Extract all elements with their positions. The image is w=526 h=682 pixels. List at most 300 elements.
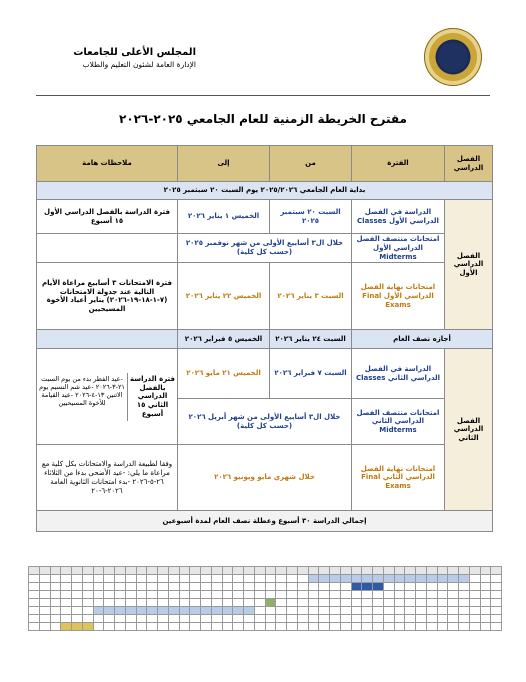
timeline-week-header xyxy=(29,567,40,575)
s1-classes-note: فترة الدراسة بالفصل الدراسي الأول ١٥ أسبوع xyxy=(37,200,178,234)
timeline-cell xyxy=(190,607,201,615)
timeline-week-header xyxy=(394,567,405,575)
timeline-cell xyxy=(330,607,341,615)
timeline-cell xyxy=(29,591,40,599)
timeline-cell xyxy=(147,599,158,607)
timeline-cell xyxy=(158,583,169,591)
timeline-cell xyxy=(93,583,104,591)
timeline-cell xyxy=(61,607,72,615)
timeline-cell xyxy=(480,623,491,631)
s1-finals-period: امتحانات نهاية الفصل الدراسي الأول Final Exams xyxy=(352,263,445,330)
s2-finals-period: امتحانات نهاية الفصل الدراسي الثاني Final Exams xyxy=(352,445,445,511)
timeline-cell xyxy=(340,607,351,615)
timeline-cell xyxy=(147,623,158,631)
timeline-cell xyxy=(254,583,265,591)
timeline-cell xyxy=(297,599,308,607)
timeline-cell xyxy=(93,599,104,607)
timeline-cell xyxy=(459,599,470,607)
timeline-cell xyxy=(491,599,502,607)
timeline-cell xyxy=(373,583,384,591)
timeline-cell xyxy=(29,623,40,631)
timeline-cell xyxy=(61,623,72,631)
timeline-cell xyxy=(168,599,179,607)
timeline-cell xyxy=(201,615,212,623)
timeline-week-header xyxy=(340,567,351,575)
timeline-cell xyxy=(276,583,287,591)
timeline-cell xyxy=(448,591,459,599)
timeline-cell xyxy=(136,599,147,607)
timeline-cell xyxy=(115,599,126,607)
timeline-cell xyxy=(491,615,502,623)
timeline-cell xyxy=(222,607,233,615)
timeline-cell xyxy=(50,583,61,591)
timeline-cell xyxy=(179,599,190,607)
timeline-week-header xyxy=(459,567,470,575)
timeline-cell xyxy=(168,591,179,599)
timeline-cell xyxy=(351,599,362,607)
timeline-cell xyxy=(276,591,287,599)
timeline-week-header xyxy=(308,567,319,575)
timeline-cell xyxy=(330,591,341,599)
timeline-week-header xyxy=(469,567,480,575)
timeline-cell xyxy=(469,607,480,615)
s1-finals-from: السبت ٣ يناير ٢٠٢٦ xyxy=(270,263,352,330)
timeline-cell xyxy=(39,623,50,631)
academic-calendar-table xyxy=(36,145,493,532)
timeline-cell xyxy=(265,599,276,607)
timeline-cell xyxy=(297,583,308,591)
timeline-cell xyxy=(330,599,341,607)
timeline-cell xyxy=(29,615,40,623)
timeline-week-header xyxy=(383,567,394,575)
timeline-week-header xyxy=(276,567,287,575)
timeline-cell xyxy=(233,583,244,591)
timeline-cell xyxy=(319,591,330,599)
timeline-cell xyxy=(244,615,255,623)
document-title: مقترح الخريطة الزمنية للعام الجامعي ٢٠٢٥-٢٠٢٦ xyxy=(119,112,407,126)
timeline-week-header xyxy=(319,567,330,575)
timeline-cell xyxy=(373,623,384,631)
timeline-cell xyxy=(297,615,308,623)
s2-finals-range: خلال شهري مايو ويونيو ٢٠٢٦ xyxy=(178,445,352,511)
timeline-cell xyxy=(480,607,491,615)
timeline-cell xyxy=(29,575,40,583)
timeline-cell xyxy=(72,575,83,583)
timeline-cell xyxy=(383,607,394,615)
timeline-cell xyxy=(82,599,93,607)
timeline-cell xyxy=(469,591,480,599)
timeline-week-header xyxy=(330,567,341,575)
timeline-cell xyxy=(39,615,50,623)
timeline-cell xyxy=(39,599,50,607)
timeline-week-header xyxy=(61,567,72,575)
header-semester: الفصل الدراسي xyxy=(445,146,493,182)
timeline-cell xyxy=(308,575,319,583)
timeline-cell xyxy=(104,599,115,607)
timeline-cell xyxy=(201,583,212,591)
timeline-cell xyxy=(319,599,330,607)
timeline-cell xyxy=(179,583,190,591)
timeline-cell xyxy=(244,599,255,607)
timeline-cell xyxy=(50,607,61,615)
timeline-cell xyxy=(222,623,233,631)
s1-midterms-range: خلال ال٣ أسابيع الأولى من شهر نوفمبر ٢٠٢٥ (حسب كل كلية) xyxy=(178,234,352,263)
timeline-cell xyxy=(125,591,136,599)
timeline-cell xyxy=(61,591,72,599)
timeline-cell xyxy=(233,615,244,623)
timeline-cell xyxy=(405,607,416,615)
timeline-cell xyxy=(287,591,298,599)
timeline-row xyxy=(29,575,502,583)
timeline-cell xyxy=(265,583,276,591)
timeline-cell xyxy=(233,575,244,583)
timeline-week-header xyxy=(104,567,115,575)
timeline-cell xyxy=(469,615,480,623)
timeline-cell xyxy=(244,583,255,591)
timeline-cell xyxy=(340,575,351,583)
timeline-cell xyxy=(362,599,373,607)
timeline-week-header xyxy=(405,567,416,575)
timeline-cell xyxy=(115,607,126,615)
timeline-row xyxy=(29,623,502,631)
timeline-cell xyxy=(50,623,61,631)
timeline-week-header xyxy=(351,567,362,575)
timeline-cell xyxy=(115,583,126,591)
timeline-cell xyxy=(276,607,287,615)
timeline-cell xyxy=(93,623,104,631)
timeline-week-header xyxy=(437,567,448,575)
s1-classes-from: السبت ٢٠ سبتمبر ٢٠٢٥ xyxy=(270,200,352,234)
timeline-cell xyxy=(297,607,308,615)
timeline-cell xyxy=(491,583,502,591)
timeline-cell xyxy=(104,591,115,599)
timeline-cell xyxy=(340,623,351,631)
timeline-cell xyxy=(308,591,319,599)
timeline-cell xyxy=(72,615,83,623)
timeline-row xyxy=(29,583,502,591)
timeline-cell xyxy=(362,591,373,599)
timeline-cell xyxy=(437,591,448,599)
timeline-cell xyxy=(211,623,222,631)
timeline-cell xyxy=(276,623,287,631)
timeline-cell xyxy=(104,575,115,583)
timeline-cell xyxy=(394,583,405,591)
timeline-week-header xyxy=(211,567,222,575)
timeline-cell xyxy=(319,607,330,615)
timeline-cell xyxy=(276,575,287,583)
timeline-cell xyxy=(233,607,244,615)
timeline-cell xyxy=(373,575,384,583)
timeline-cell xyxy=(147,575,158,583)
timeline-cell xyxy=(340,599,351,607)
timeline-cell xyxy=(394,607,405,615)
timeline-cell xyxy=(244,607,255,615)
timeline-cell xyxy=(297,623,308,631)
timeline-cell xyxy=(340,615,351,623)
timeline-cell xyxy=(136,583,147,591)
timeline-cell xyxy=(340,583,351,591)
timeline-cell xyxy=(373,615,384,623)
timeline-cell xyxy=(233,623,244,631)
timeline-cell xyxy=(330,623,341,631)
timeline-cell xyxy=(265,615,276,623)
timeline-week-header xyxy=(201,567,212,575)
timeline-cell xyxy=(125,615,136,623)
timeline-week-header xyxy=(72,567,83,575)
timeline-cell xyxy=(61,583,72,591)
timeline-week-header xyxy=(50,567,61,575)
year-start-banner: بداية العام الجامعي ٢٠٢٥/٢٠٢٦ يوم السبت ٢٠ سبتمبر ٢٠٢٥ xyxy=(37,182,493,200)
timeline-week-header xyxy=(426,567,437,575)
timeline-cell xyxy=(93,591,104,599)
header-from: من xyxy=(270,146,352,182)
header-to: إلى xyxy=(178,146,270,182)
s2-classes-period: الدراسة في الفصل الدراسي الثاني Classes xyxy=(352,349,445,399)
timeline-cell xyxy=(158,615,169,623)
timeline-cell xyxy=(201,575,212,583)
timeline-cell xyxy=(29,599,40,607)
timeline-cell xyxy=(383,583,394,591)
timeline-cell xyxy=(351,607,362,615)
timeline-cell xyxy=(61,575,72,583)
timeline-cell xyxy=(416,583,427,591)
timeline-cell xyxy=(437,607,448,615)
timeline-cell xyxy=(394,623,405,631)
timeline-cell xyxy=(480,575,491,583)
timeline-cell xyxy=(168,575,179,583)
timeline-cell xyxy=(222,591,233,599)
timeline-cell xyxy=(287,583,298,591)
timeline-week-header xyxy=(297,567,308,575)
header-notes: ملاحظات هامة xyxy=(37,146,178,182)
timeline-row xyxy=(29,615,502,623)
timeline-cell xyxy=(147,591,158,599)
s2-finals-note: وفقا لطبيعة الدراسة والامتحانات بكل كلية مع مراعاة ما يلي: -عيد الأضحى بدءا من الثلاثاء ٢٦-٥-٢٠٢٦ -بدء امتحانات الثانوية العامة ٢٠٢٦-٦-٢٠ xyxy=(37,445,178,511)
timeline-cell xyxy=(104,607,115,615)
timeline-cell xyxy=(190,575,201,583)
timeline-cell xyxy=(168,607,179,615)
timeline-cell xyxy=(319,615,330,623)
timeline-cell xyxy=(351,583,362,591)
timeline-cell xyxy=(125,623,136,631)
timeline-row xyxy=(29,591,502,599)
timeline-grid xyxy=(28,566,502,631)
timeline-cell xyxy=(480,583,491,591)
timeline-cell xyxy=(405,623,416,631)
timeline-week-header xyxy=(448,567,459,575)
timeline-cell xyxy=(115,623,126,631)
timeline-cell xyxy=(491,623,502,631)
timeline-week-header xyxy=(287,567,298,575)
timeline-week-header xyxy=(190,567,201,575)
timeline-cell xyxy=(491,575,502,583)
timeline-week-header xyxy=(115,567,126,575)
timeline-cell xyxy=(480,615,491,623)
timeline-week-header xyxy=(244,567,255,575)
timeline-cell xyxy=(222,575,233,583)
timeline-cell xyxy=(254,615,265,623)
timeline-cell xyxy=(319,575,330,583)
timeline-cell xyxy=(158,591,169,599)
timeline-cell xyxy=(50,591,61,599)
timeline-week-header xyxy=(125,567,136,575)
council-name: المجلس الأعلى للجامعات xyxy=(73,47,196,58)
timeline-cell xyxy=(50,575,61,583)
timeline-cell xyxy=(480,591,491,599)
total-summary: إجمالي الدراسة ٣٠ أسبوع وعطلة نصف العام لمدة أسبوعين xyxy=(37,511,493,532)
timeline-cell xyxy=(158,623,169,631)
timeline-week-header xyxy=(179,567,190,575)
timeline-cell xyxy=(201,591,212,599)
timeline-cell xyxy=(351,591,362,599)
timeline-cell xyxy=(330,615,341,623)
timeline-cell xyxy=(308,623,319,631)
timeline-row xyxy=(29,607,502,615)
timeline-cell xyxy=(201,623,212,631)
timeline-cell xyxy=(459,575,470,583)
timeline-cell xyxy=(190,591,201,599)
timeline-cell xyxy=(136,623,147,631)
timeline-cell xyxy=(179,607,190,615)
timeline-cell xyxy=(254,623,265,631)
timeline-cell xyxy=(265,575,276,583)
timeline-cell xyxy=(287,575,298,583)
timeline-cell xyxy=(147,607,158,615)
timeline-week-header xyxy=(93,567,104,575)
timeline-cell xyxy=(416,623,427,631)
timeline-cell xyxy=(265,591,276,599)
timeline-cell xyxy=(330,583,341,591)
timeline-cell xyxy=(448,583,459,591)
timeline-cell xyxy=(244,575,255,583)
timeline-cell xyxy=(190,599,201,607)
timeline-week-header xyxy=(480,567,491,575)
timeline-cell xyxy=(115,575,126,583)
timeline-cell xyxy=(416,591,427,599)
timeline-cell xyxy=(394,615,405,623)
timeline-week-header xyxy=(362,567,373,575)
timeline-week-header xyxy=(39,567,50,575)
timeline-cell xyxy=(61,599,72,607)
midyear-to: الخميس ٥ فبراير ٢٠٢٦ xyxy=(178,330,270,349)
header-divider xyxy=(36,95,490,96)
timeline-cell xyxy=(244,591,255,599)
timeline-cell xyxy=(469,575,480,583)
s1-classes-to: الخميس ١ يناير ٢٠٢٦ xyxy=(178,200,270,234)
timeline-week-header xyxy=(222,567,233,575)
timeline-cell xyxy=(82,575,93,583)
timeline-cell xyxy=(426,583,437,591)
timeline-cell xyxy=(308,607,319,615)
timeline-cell xyxy=(168,623,179,631)
timeline-cell xyxy=(254,591,265,599)
timeline-cell xyxy=(104,615,115,623)
midyear-break-label: أجازه نصف العام xyxy=(352,330,493,349)
timeline-cell xyxy=(72,623,83,631)
timeline-cell xyxy=(82,623,93,631)
timeline-cell xyxy=(383,575,394,583)
timeline-cell xyxy=(265,607,276,615)
semester2-label: الفصل الدراسي الثاني xyxy=(445,349,493,511)
timeline-cell xyxy=(125,607,136,615)
university-council-logo xyxy=(424,28,482,86)
timeline-cell xyxy=(426,599,437,607)
timeline-cell xyxy=(179,623,190,631)
timeline-cell xyxy=(437,615,448,623)
s1-finals-to: الخميس ٢٢ يناير ٢٠٢٦ xyxy=(178,263,270,330)
timeline-cell xyxy=(82,607,93,615)
timeline-cell xyxy=(72,607,83,615)
timeline-cell xyxy=(459,583,470,591)
timeline-cell xyxy=(222,583,233,591)
timeline-row xyxy=(29,599,502,607)
timeline-cell xyxy=(426,591,437,599)
header-period: الفترة xyxy=(352,146,445,182)
timeline-cell xyxy=(29,607,40,615)
timeline-cell xyxy=(190,615,201,623)
s2-midterms-period: امتحانات منتصف الفصل الدراسي الثاني Midterms xyxy=(352,399,445,445)
timeline-cell xyxy=(276,615,287,623)
timeline-cell xyxy=(82,591,93,599)
timeline-cell xyxy=(287,607,298,615)
s1-midterms-note-empty xyxy=(37,234,178,263)
timeline-cell xyxy=(448,575,459,583)
timeline-cell xyxy=(448,623,459,631)
s2-midterms-range: خلال ال٣ أسابيع الأولى من شهر أبريل ٢٠٢٦ (حسب كل كلية) xyxy=(178,399,352,445)
timeline-cell xyxy=(362,575,373,583)
timeline-cell xyxy=(39,575,50,583)
timeline-cell xyxy=(426,623,437,631)
timeline-cell xyxy=(351,623,362,631)
timeline-cell xyxy=(72,591,83,599)
timeline-header-row xyxy=(29,567,502,575)
timeline-cell xyxy=(93,615,104,623)
timeline-cell xyxy=(233,599,244,607)
timeline-cell xyxy=(82,583,93,591)
timeline-cell xyxy=(426,607,437,615)
timeline-cell xyxy=(362,615,373,623)
timeline-cell xyxy=(265,623,276,631)
timeline-cell xyxy=(222,615,233,623)
s2-holidays-note: -عيد الفطر بدء من يوم السبت ٢١-٣-٢٠٢٦ -عيد شم النسيم يوم الاثنين ١٣-٤-٢٠٢٦ -عيد القيامة للأخوة المسيحيين xyxy=(39,374,125,408)
timeline-week-header xyxy=(373,567,384,575)
timeline-cell xyxy=(362,607,373,615)
timeline-week-header xyxy=(82,567,93,575)
timeline-cell xyxy=(168,615,179,623)
timeline-cell xyxy=(330,575,341,583)
timeline-cell xyxy=(340,591,351,599)
timeline-cell xyxy=(405,583,416,591)
s1-midterms-period: امتحانات منتصف الفصل الدراسي الأول Midterms xyxy=(352,234,445,263)
timeline-cell xyxy=(190,623,201,631)
timeline-cell xyxy=(211,607,222,615)
timeline-cell xyxy=(136,607,147,615)
s2-classes-from: السبت ٧ فبراير ٢٠٢٦ xyxy=(270,349,352,399)
timeline-cell xyxy=(72,583,83,591)
timeline-cell xyxy=(125,575,136,583)
timeline-cell xyxy=(405,591,416,599)
timeline-cell xyxy=(147,583,158,591)
timeline-week-header xyxy=(416,567,427,575)
timeline-week-header xyxy=(147,567,158,575)
timeline-week-header xyxy=(254,567,265,575)
timeline-cell xyxy=(426,615,437,623)
timeline-cell xyxy=(383,591,394,599)
timeline-cell xyxy=(405,599,416,607)
timeline-cell xyxy=(491,591,502,599)
semester1-label: الفصل الدراسي الأول xyxy=(445,200,493,330)
timeline-cell xyxy=(297,591,308,599)
